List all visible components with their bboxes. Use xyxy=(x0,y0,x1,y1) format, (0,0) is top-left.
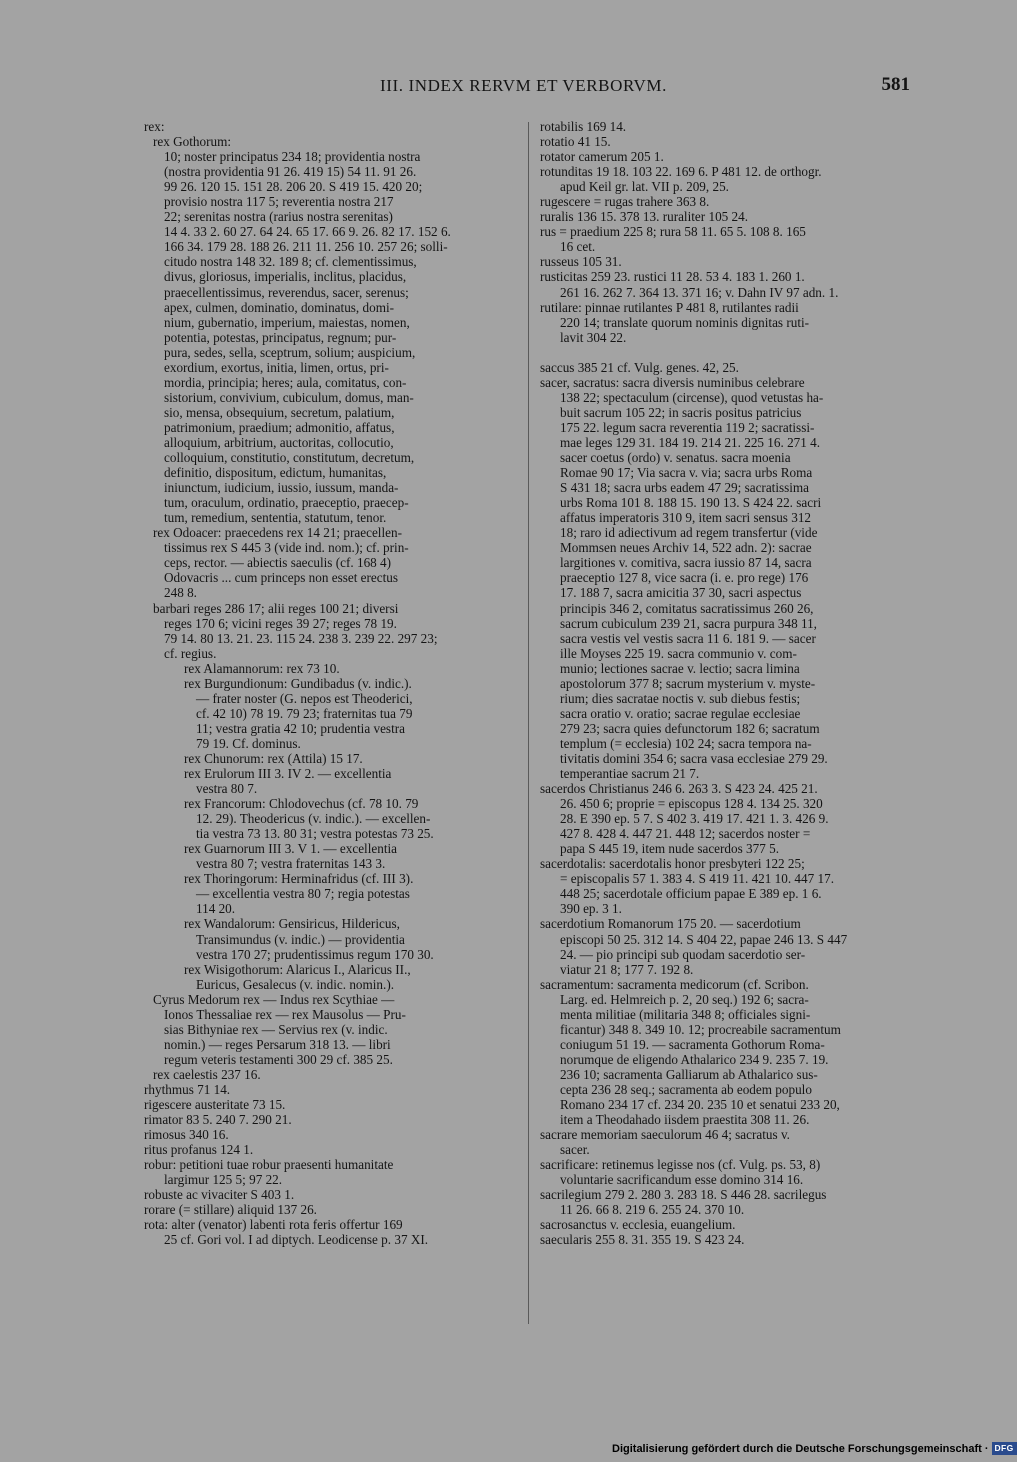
index-line: sacrare memoriam saeculorum 46 4; sacratus v. xyxy=(540,1127,790,1143)
index-line: rotabilis 169 14. xyxy=(540,119,627,134)
index-line: Larg. ed. Helmreich p. 2, 20 seq.) 192 6; sacra- xyxy=(560,991,809,1007)
index-line: divus, gloriosus, imperialis, inclitus, placidus, xyxy=(164,269,407,285)
index-line: Euricus, Gesalecus (v. indic. nomin.). xyxy=(196,976,395,992)
index-line: templum (= ecclesia) 102 24; sacra tempora na- xyxy=(560,735,812,751)
index-line: 175 22. legum sacra reverentia 119 2; sacratissi- xyxy=(560,419,815,435)
index-line: buit sacrum 105 22; in sacris positus patricius xyxy=(560,404,802,420)
index-line: episcopi 50 25. 312 14. S 404 22, papae 246 13. S 447 xyxy=(560,931,848,947)
index-line: patrimonium, praedium; admonitio, affatus, xyxy=(164,419,395,435)
index-line: apostolorum 377 8; sacrum mysterium v. myste- xyxy=(560,675,816,691)
page-number: 581 xyxy=(881,74,910,95)
index-line: rex Gothorum: xyxy=(153,134,232,150)
index-line: saccus 385 21 cf. Vulg. genes. 42, 25. xyxy=(540,359,739,375)
index-line: affatus imperatoris 310 9, item sacri sensus 312 xyxy=(560,510,812,526)
index-line: Romano 234 17 cf. 234 20. 235 10 et senatui 233 20, xyxy=(560,1097,840,1113)
index-line: provisio nostra 117 5; reverentia nostra 217 xyxy=(164,194,394,210)
index-line: robur: petitioni tuae robur praesenti humanitate xyxy=(144,1157,394,1173)
index-line: tum, remedium, sententia, statutum, tenor. xyxy=(164,510,387,526)
index-line: reges 170 6; vicini reges 39 27; reges 78 19. xyxy=(164,615,397,631)
index-line: Ionos Thessaliae rex — rex Mausolus — Pru- xyxy=(164,1006,406,1022)
index-line: apud Keil gr. lat. VII p. 209, 25. xyxy=(560,179,729,195)
index-line: munio; lectiones sacrae v. lectio; sacra limina xyxy=(560,660,800,676)
index-line: exordium, exortus, initia, limen, ortus, pri- xyxy=(164,359,389,375)
index-line: sacrificare: retinemus legisse nos (cf. Vulg. ps. 53, 8) xyxy=(540,1157,821,1173)
index-line: norumque de eligendo Athalarico 234 9. 235 7. 19. xyxy=(560,1051,829,1067)
index-line: sacrosanctus v. ecclesia, euangelium. xyxy=(540,1217,736,1233)
index-line: rus = praedium 225 8; rura 58 11. 65 5. 108 8. 165 xyxy=(540,224,806,240)
index-line: rorare (= stillare) aliquid 137 26. xyxy=(144,1202,317,1218)
index-line: rex Erulorum III 3. IV 2. — excellentia xyxy=(184,766,392,782)
index-line: sacra oratio v. oratio; sacrae regulae ecclesiae xyxy=(560,705,801,721)
index-line: nomin.) — reges Persarum 318 13. — libri xyxy=(164,1036,391,1052)
index-line: viatur 21 8; 177 7. 192 8. xyxy=(560,961,694,977)
index-line: sias Bithyniae rex — Servius rex (v. indic. xyxy=(164,1021,388,1037)
index-line: ritus profanus 124 1. xyxy=(144,1142,254,1158)
index-line: sacer, sacratus: sacra diversis numinibus celebrare xyxy=(540,374,805,390)
column-divider xyxy=(528,122,529,1324)
index-line: rex Francorum: Chlodovechus (cf. 78 10. 79 xyxy=(184,796,419,812)
index-line: urbs Roma 101 8. 188 15. 190 13. S 424 22. sacri xyxy=(560,495,822,511)
index-line: ille Moyses 225 19. sacra communio v. com- xyxy=(560,645,797,661)
index-line: apex, culmen, dominatio, dominatus, domi- xyxy=(164,299,395,315)
index-line: 390 ep. 3 1. xyxy=(560,901,622,917)
index-line: coniugum 51 19. — sacramenta Gothorum Roma- xyxy=(560,1036,825,1052)
index-line: 12. 29). Theodericus (v. indic.). — excellen- xyxy=(196,811,431,827)
index-line: item a Theodahado iisdem praestita 308 11. 26. xyxy=(560,1112,810,1128)
index-line: rotator camerum 205 1. xyxy=(540,149,664,165)
index-line: 17. 188 7, sacra amicitia 37 30, sacri aspectus xyxy=(560,585,802,601)
index-line: mordia, principia; heres; aula, comitatus, con- xyxy=(164,374,407,390)
index-line: S 431 18; sacra urbs eadem 47 29; sacratissima xyxy=(560,480,810,496)
index-line: tia vestra 73 13. 80 31; vestra potestas 73 25. xyxy=(196,826,434,842)
index-line: menta militiae (militaria 348 8; officiales signi- xyxy=(560,1006,811,1022)
index-line: rugescere = rugas trahere 363 8. xyxy=(540,194,710,210)
digitization-credit xyxy=(612,1441,1017,1456)
index-line: 448 25; sacerdotale officium papae E 389 ep. 1 6. xyxy=(560,886,822,902)
index-line: tum, oraculum, ordinatio, praeceptio, praecep- xyxy=(164,495,409,511)
index-line: rota: alter (venator) labenti rota feris offertur 169 xyxy=(144,1217,403,1233)
index-line: sacer coetus (ordo) v. senatus. sacra moenia xyxy=(560,450,791,466)
index-line: sio, mensa, obsequium, secretum, palatium, xyxy=(164,404,395,420)
index-line: citudo nostra 148 32. 189 8; cf. clementissimus, xyxy=(164,254,417,270)
index-line: vestra 170 27; prudentissimus regum 170 30. xyxy=(196,946,434,962)
index-line: vestra 80 7. xyxy=(196,781,258,797)
index-line: rotatio 41 15. xyxy=(540,134,611,150)
index-line: regum veteris testamenti 300 29 cf. 385 25. xyxy=(164,1051,393,1067)
index-line: = episcopalis 57 1. 383 4. S 419 11. 421 10. 447 17. xyxy=(560,871,834,887)
index-line: sacerdotalis: sacerdotalis honor presbyteri 122 25; xyxy=(540,856,805,872)
index-line: largimur 125 5; 97 22. xyxy=(164,1172,283,1188)
index-line: sacerdos Christianus 246 6. 263 3. S 423 24. 425 21. xyxy=(540,781,818,797)
index-line: 14 4. 33 2. 60 27. 64 24. 65 17. 66 9. 26. 82 17. 152 6. xyxy=(164,224,451,240)
blank-line xyxy=(540,345,915,360)
index-line: 220 14; translate quorum nominis dignitas ruti- xyxy=(560,314,810,330)
index-line: definitio, dispositum, edictum, humanitas, xyxy=(164,465,387,481)
index-line: rex Alamannorum: rex 73 10. xyxy=(184,660,340,676)
index-column-right xyxy=(540,119,915,1248)
index-line: 22; serenitas nostra (rarius nostra serenitas) xyxy=(164,209,393,225)
index-line: lavit 304 22. xyxy=(560,329,627,345)
index-line: iniunctum, iudicium, iussio, iussum, manda- xyxy=(164,480,399,496)
index-line: rex Guarnorum III 3. V 1. — excellentia xyxy=(184,841,398,857)
page-header xyxy=(140,74,910,100)
index-line: 99 26. 120 15. 151 28. 206 20. S 419 15. 420 20; xyxy=(164,179,423,195)
index-line: tivitatis domini 354 6; sacra vasa ecclesiae 279 29. xyxy=(560,750,828,766)
index-line: largitiones v. comitiva, sacra iussio 87 14, sacra xyxy=(560,555,812,571)
index-line: — frater noster (G. nepos est Theoderici, xyxy=(196,690,413,706)
index-line: rimator 83 5. 240 7. 290 21. xyxy=(144,1112,292,1128)
index-line: 16 cet. xyxy=(560,239,596,255)
index-line: 427 8. 428 4. 447 21. 448 12; sacerdos noster = xyxy=(560,826,811,842)
index-line: ceps, rector. — abiectis saeculis (cf. 168 4) xyxy=(164,555,392,571)
dfg-logo: DFG xyxy=(992,1442,1017,1455)
running-title: III. INDEX RERVM ET VERBORVM. xyxy=(380,76,667,95)
index-line: sacrilegium 279 2. 280 3. 283 18. S 446 28. sacrilegus xyxy=(540,1187,827,1203)
index-line: 25 cf. Gori vol. I ad diptych. Leodicense p. 37 XI. xyxy=(164,1232,429,1248)
index-line: 11 26. 66 8. 219 6. 255 24. 370 10. xyxy=(560,1202,745,1218)
index-line: 79 14. 80 13. 21. 23. 115 24. 238 3. 239 22. 297 23; xyxy=(164,630,438,646)
index-line: 114 20. xyxy=(196,901,236,917)
index-line: 10; noster principatus 234 18; providentia nostra xyxy=(164,149,421,165)
index-column-left xyxy=(144,119,522,1248)
index-line: praeceptio 127 8, vice sacra (i. e. pro rege) 176 xyxy=(560,570,809,586)
index-line: ruralis 136 15. 378 13. ruraliter 105 24. xyxy=(540,209,749,225)
index-line: tissimus rex S 445 3 (vide ind. nom.); cf. prin- xyxy=(164,540,409,556)
index-line: sacer. xyxy=(560,1142,590,1158)
index-line: 248 8. xyxy=(164,585,197,601)
index-line: sacra vestis vel vestis sacra 11 6. 181 9. — sacer xyxy=(560,630,816,646)
index-line: ficantur) 348 8. 349 10. 12; procreabile sacramentum xyxy=(560,1021,841,1037)
index-line: vestra 80 7; vestra fraternitas 143 3. xyxy=(196,856,386,872)
index-line: mae leges 129 31. 184 19. 214 21. 225 16. 271 4. xyxy=(560,434,821,450)
index-line: cf. 42 10) 78 19. 79 23; fraternitas tua 79 xyxy=(196,705,413,721)
index-line: rex Wisigothorum: Alaricus I., Alaricus II., xyxy=(184,961,411,977)
index-line: sistorium, convivium, cubiculum, domus, man- xyxy=(164,389,414,405)
index-line: 79 19. Cf. dominus. xyxy=(196,735,301,751)
index-line: Mommsen neues Archiv 14, 522 adn. 2): sacrae xyxy=(560,540,812,556)
index-line: rex Thoringorum: Herminafridus (cf. III 3). xyxy=(184,871,414,887)
index-line: (nostra providentia 91 26. 419 15) 54 11. 91 26. xyxy=(164,164,417,180)
index-line: rex Wandalorum: Gensiricus, Hildericus, xyxy=(184,916,400,932)
index-line: rotunditas 19 18. 103 22. 169 6. P 481 12. de orthogr. xyxy=(540,164,822,180)
index-line: saecularis 255 8. 31. 355 19. S 423 24. xyxy=(540,1232,745,1248)
index-line: pura, sedes, sella, sceptrum, solium; auspicium, xyxy=(164,344,416,360)
index-line: Romae 90 17; Via sacra v. via; sacra urbs Roma xyxy=(560,465,813,481)
index-line: sacerdotium Romanorum 175 20. — sacerdotium xyxy=(540,916,801,932)
index-line: papa S 445 19, item nude sacerdos 377 5. xyxy=(560,841,780,857)
index-line: rex Burgundionum: Gundibadus (v. indic.). xyxy=(184,675,412,691)
index-line: rex Odoacer: praecedens rex 14 21; praecellen- xyxy=(153,525,402,541)
index-line: praecellentissimus, reverendus, sacer, serenus; xyxy=(164,284,409,300)
index-line: temperantiae sacrum 21 7. xyxy=(560,766,700,782)
index-line: rhythmus 71 14. xyxy=(144,1082,231,1097)
index-line: sacrum cubiculum 239 21, sacra purpura 348 11, xyxy=(560,615,817,631)
index-line: 18; raro id adiectivum ad regem transfertur (vide xyxy=(560,525,818,541)
index-line: rium; dies sacratae noctis v. sub diebus festis; xyxy=(560,690,801,706)
index-line: 279 23; sacra quies defunctorum 182 6; sacratum xyxy=(560,720,820,736)
index-line: rutilare: pinnae rutilantes P 481 8, rutilantes radii xyxy=(540,299,799,315)
index-line: rex Chunorum: rex (Attila) 15 17. xyxy=(184,750,363,766)
index-line: rusticitas 259 23. rustici 11 28. 53 4. 183 1. 260 1. xyxy=(540,269,805,285)
index-line: cepta 236 28 seq.; sacramenta ab eodem populo xyxy=(560,1082,812,1097)
index-line: nium, gubernatio, imperium, maiestas, nomen, xyxy=(164,314,410,330)
index-line: cf. regius. xyxy=(164,645,217,661)
index-line: russeus 105 31. xyxy=(540,254,622,270)
index-line: colloquium, constitutio, constitutum, decretum, xyxy=(164,450,415,466)
credit-text: Digitalisierung gefördert durch die Deutsche Forschungsgemeinschaft · xyxy=(612,1442,989,1455)
index-line: voluntarie sacrificandum esse domino 314 16. xyxy=(560,1172,804,1188)
index-line: Cyrus Medorum rex — Indus rex Scythiae — xyxy=(153,991,395,1007)
index-line: 261 16. 262 7. 364 13. 371 16; v. Dahn IV 97 adn. 1. xyxy=(560,284,839,300)
index-line: 236 10; sacramenta Galliarum ab Athalarico sus- xyxy=(560,1066,818,1082)
index-line: 166 34. 179 28. 188 26. 211 11. 256 10. 257 26; solli- xyxy=(164,239,448,255)
index-line: barbari reges 286 17; alii reges 100 21; diversi xyxy=(153,600,399,616)
index-line: rimosus 340 16. xyxy=(144,1127,229,1143)
index-line: principis 346 2, comitatus sacratissimus 260 26, xyxy=(560,600,814,616)
index-line: sacramentum: sacramenta medicorum (cf. Scribon. xyxy=(540,976,809,992)
index-line: Odovacris ... cum princeps non esset erectus xyxy=(164,570,399,586)
index-line: 26. 450 6; proprie = episcopus 128 4. 134 25. 320 xyxy=(560,796,823,812)
index-line: 11; vestra gratia 42 10; prudentia vestra xyxy=(196,720,405,736)
index-line: alloquium, arbitrium, auctoritas, collocutio, xyxy=(164,434,394,450)
index-line: — excellentia vestra 80 7; regia potestas xyxy=(196,886,410,902)
index-line: robuste ac vivaciter S 403 1. xyxy=(144,1187,295,1203)
index-line: potentia, potestas, principatus, regnum; pur- xyxy=(164,329,397,345)
index-line: rex: xyxy=(144,119,165,134)
index-line: 138 22; spectaculum (circense), quod vetustas ha- xyxy=(560,389,824,405)
index-line: 28. E 390 ep. 5 7. S 402 3. 419 17. 421 1. 3. 426 9. xyxy=(560,811,829,827)
index-line: Transimundus (v. indic.) — providentia xyxy=(196,931,405,947)
index-line: 24. — pio principi sub quodam sacerdotio ser- xyxy=(560,946,806,962)
index-line: rigescere austeritate 73 15. xyxy=(144,1097,286,1113)
index-line: rex caelestis 237 16. xyxy=(153,1066,261,1082)
